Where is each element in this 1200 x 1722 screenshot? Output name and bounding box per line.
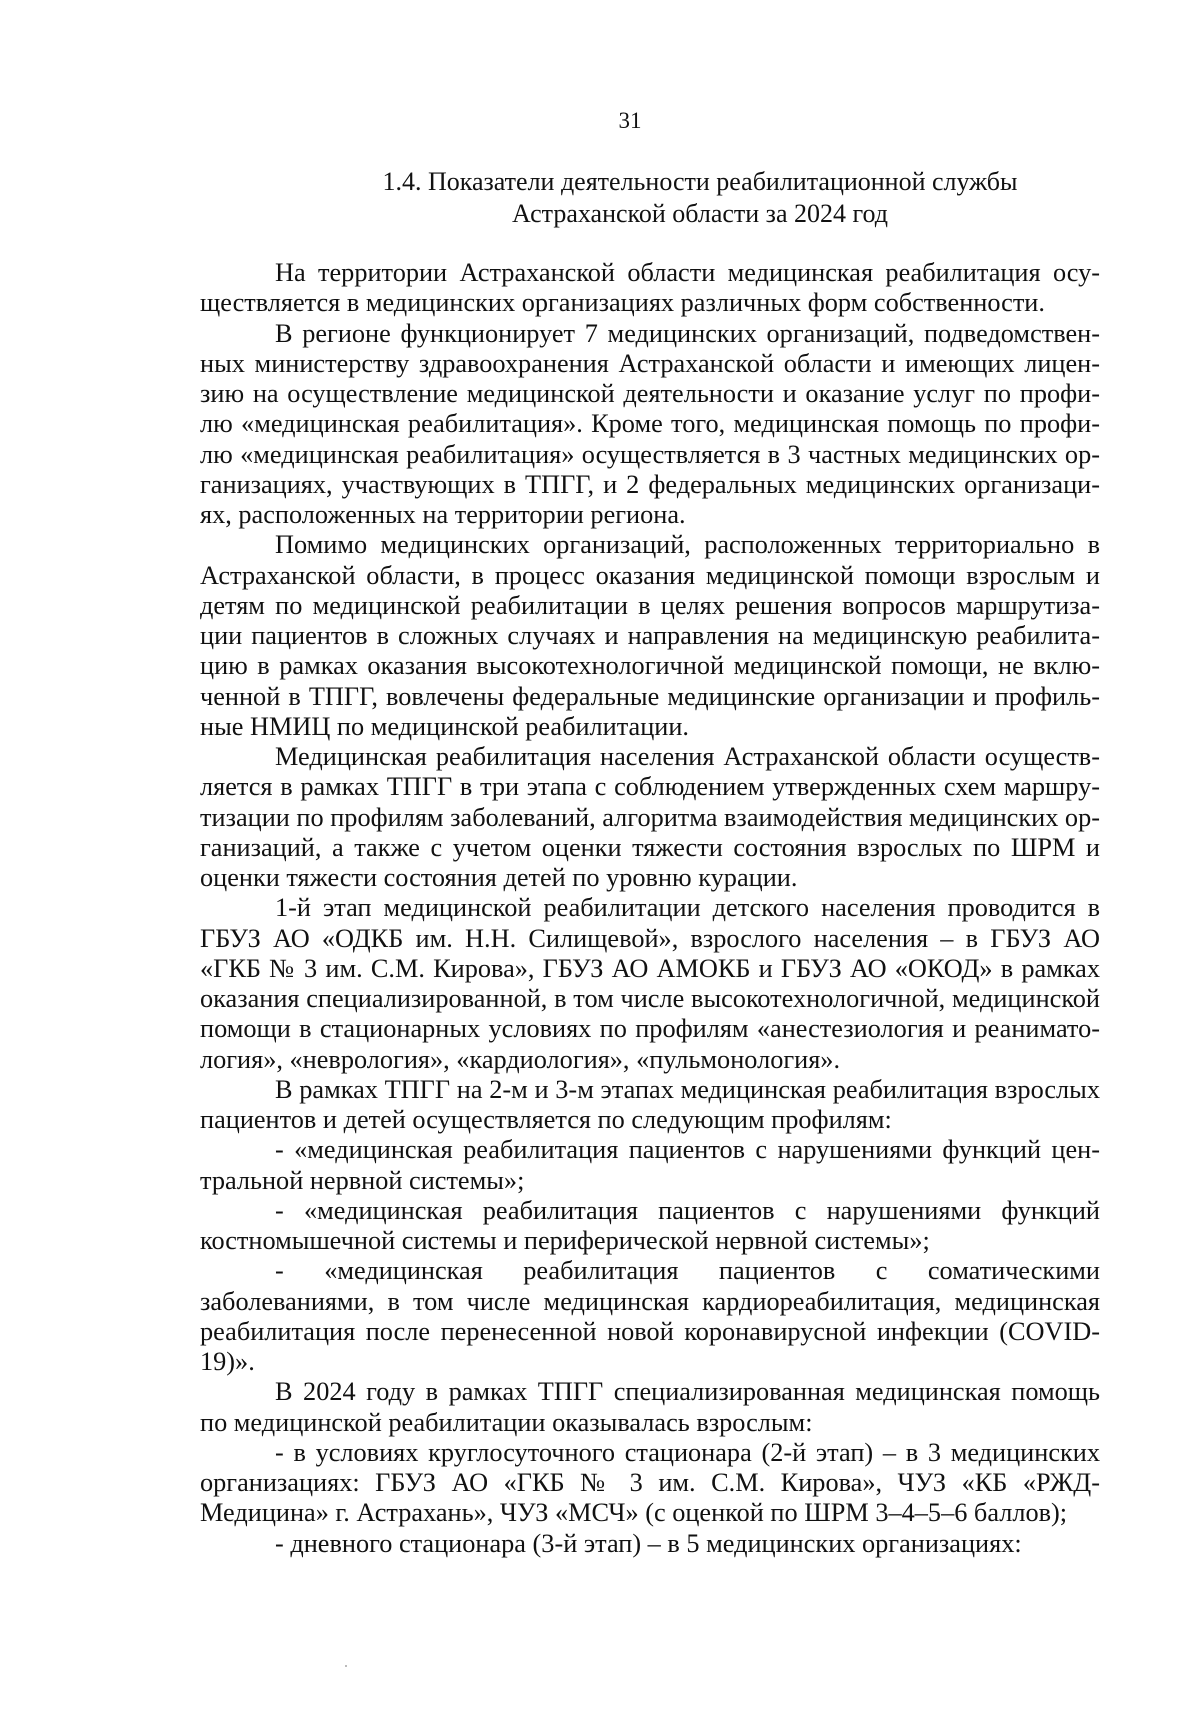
page-number: 31 <box>618 108 642 133</box>
list-item-cns: - «медицинская реабилитация пациентов с нарушениями функций центральной нервной системы»; <box>200 1135 1100 1195</box>
list-item-day-hospital: - дневного стационара (3-й этап) – в 5 медицинских организациях: <box>275 1528 1022 1558</box>
paragraph-2024: В 2024 году в рамках ТПГГ специализированная медицинская помощь по медицинской реабилитации оказывалась взрослым: <box>200 1377 1100 1437</box>
paragraph-stages: Медицинская реабилитация населения Астраханской области осуществляется в рамках ТПГГ в три этапа с соблюдением утвержденных схем маршрутизации по профилям заболеваний, алгоритма взаимодействия медицинских организаций, а также с учетом оценки тяжести состояния взрослых по ШРМ и оценки тяжести состояния детей по уровню курации. <box>200 742 1100 892</box>
paragraph-territory: На территории Астраханской области медицинская реабилитация осуществляется в медицинских организациях различных форм собственности. <box>200 258 1100 318</box>
section-heading <box>340 166 1060 230</box>
list-item-round-the-clock: - в условиях круглосуточного стационара (2-й этап) – в 3 медицинских организациях: ГБУЗ АО «ГКБ № 3 им. С.М. Кирова», ЧУЗ «КБ «РЖД-Медицина» г. Астрахань», ЧУЗ «МСЧ» (с оценкой по ШРМ 3–4–5–6 баллов); <box>200 1437 1100 1528</box>
paragraph-profiles-intro: В рамках ТПГГ на 2-м и 3-м этапах медицинская реабилитация взрослых пациентов и детей осуществляется по следующим профилям: <box>200 1074 1100 1134</box>
section-heading-line-1: 1.4. Показатели деятельности реабилитационной службы <box>382 167 1018 196</box>
paragraph-first-stage: 1-й этап медицинской реабилитации детского населения проводится в ГБУЗ АО «ОДКБ им. Н.Н. Силищевой», взрослого населения – в ГБУЗ АО «ГКБ № 3 им. С.М. Кирова», ГБУЗ АО АМОКБ и ГБУЗ АО «ОКОД» в рамках оказания специализированной, в том числе высокотехнологичной, медицинской помощи в стационарных условиях по профилям «анестезиология и реаниматология», «неврология», «кардиология», «пульмонология». <box>200 893 1100 1074</box>
paragraph-organizations: В регионе функционирует 7 медицинских организаций, подведомственных министерству здравоохранения Астраханской области и имеющих лицензию на осуществление медицинской деятельности и оказание услуг по профилю «медицинская реабилитация». Кроме того, медицинская помощь по профилю «медицинская реабилитация» осуществляется в 3 частных медицинских организациях, участвующих в ТПГГ, и 2 федеральных медицинских организациях, расположенных на территории региона. <box>200 318 1100 529</box>
paragraph-federal: Помимо медицинских организаций, расположенных территориально в Астраханской области, в процесс оказания медицинской помощи взрослым и детям по медицинской реабилитации в целях решения вопросов маршрутизации пациентов в сложных случаях и направления на медицинскую реабилитацию в рамках оказания высокотехнологичной медицинской помощи, не включенной в ТПГГ, вовлечены федеральные медицинские организации и профильные НМИЦ по медицинской реабилитации. <box>200 530 1100 741</box>
section-heading-line-2: Астраханской области за 2024 год <box>512 199 888 228</box>
scan-speck <box>345 1665 347 1667</box>
body-text <box>200 258 1100 1559</box>
list-item-musculoskeletal: - «медицинская реабилитация пациентов с нарушениями функций костномышечной системы и периферической нервной системы»; <box>200 1195 1100 1255</box>
list-item-somatic: - «медицинская реабилитация пациентов с соматическими заболеваниями, в том числе медицинская кардиореабилитация, медицинская реабилитация после перенесенной новой коронавирусной инфекции (COVID-19)». <box>200 1256 1100 1376</box>
